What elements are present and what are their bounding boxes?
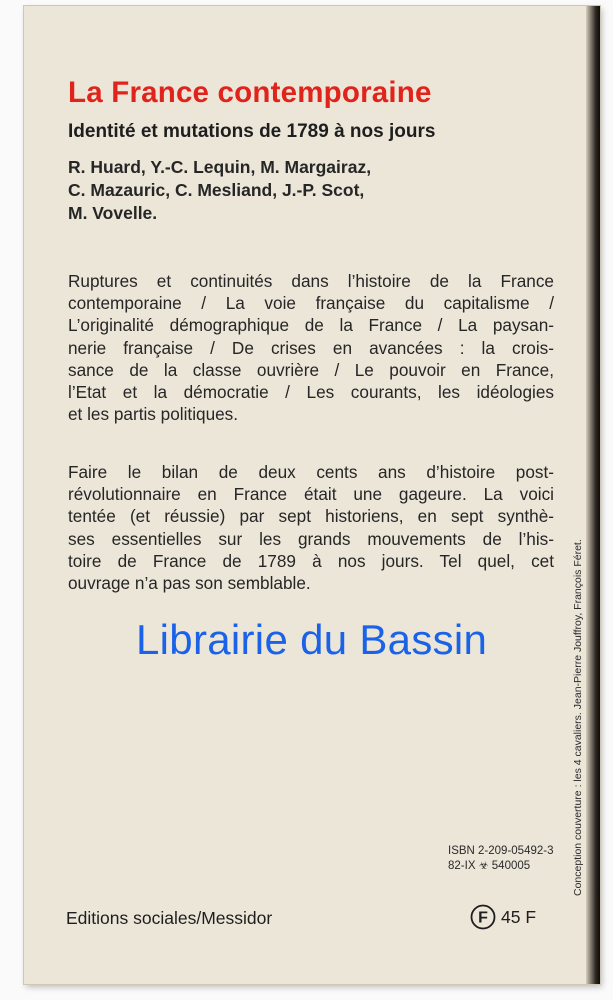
book-back-cover [24, 6, 600, 984]
bookseller-watermark: Librairie du Bassin [136, 616, 488, 663]
biohazard-icon: ☣ [478, 860, 489, 872]
contents-line: L’originalité démographique de la France / La paysan- [68, 315, 554, 336]
contents-line: l’Etat et la démocratie / Les courants, les idéologies [68, 382, 554, 403]
contents-line: contemporaine / La voie française du capitalisme / [68, 293, 554, 314]
cover-design-credit: Conception couverture : les 4 cavaliers. Jean-Pierre Jouffroy, François Féret. [572, 539, 584, 896]
contents-line: Ruptures et continuités dans l’histoire de la France [68, 271, 554, 291]
contents-line: et les partis politiques. [68, 404, 239, 425]
publisher-name: Editions sociales/Messidor [66, 908, 273, 928]
isbn-number: ISBN 2-209-05492-3 [448, 845, 554, 857]
catalog-number: 540005 [491, 860, 531, 872]
catalog-code: 82-IX [448, 860, 476, 872]
spine-edge [586, 6, 600, 984]
price-block [470, 904, 536, 930]
circled-f-letter: F [478, 909, 488, 927]
contents-line: nerie française / De crises en avancées : la crois- [68, 337, 554, 358]
book-subtitle: Identité et mutations de 1789 à nos jours [68, 121, 436, 142]
blurb-paragraph [68, 461, 554, 594]
authors-block [68, 156, 548, 225]
blurb-line: tentée (et réussie) par sept historiens, en sept synthè- [68, 506, 554, 527]
authors-line: R. Huard, Y.-C. Lequin, M. Margairaz, [68, 157, 372, 177]
circled-f-icon [470, 904, 496, 930]
authors-line: C. Mazauric, C. Mesliand, J.-P. Scot, [68, 180, 365, 200]
contents-line: sance de la classe ouvrière / Le pouvoir en France, [68, 359, 554, 380]
blurb-line: ouvrage n’a pas son semblable. [68, 573, 311, 594]
catalog-line [448, 859, 553, 874]
blurb-line: toire de France de 1789 à nos jours. Tel quel, cet [68, 550, 554, 571]
blurb-line: révolutionnaire en France était une gageure. La voici [68, 484, 554, 505]
blurb-line: ses essentielles sur les grands mouvements de l’his- [68, 528, 554, 549]
authors-line: M. Vovelle. [68, 203, 158, 223]
isbn-block [448, 844, 553, 874]
contents-paragraph [68, 270, 554, 425]
blurb-line: Faire le bilan de deux cents ans d’histoire post- [68, 462, 554, 482]
price: 45 F [501, 906, 537, 927]
book-title: La France contemporaine [68, 76, 432, 109]
